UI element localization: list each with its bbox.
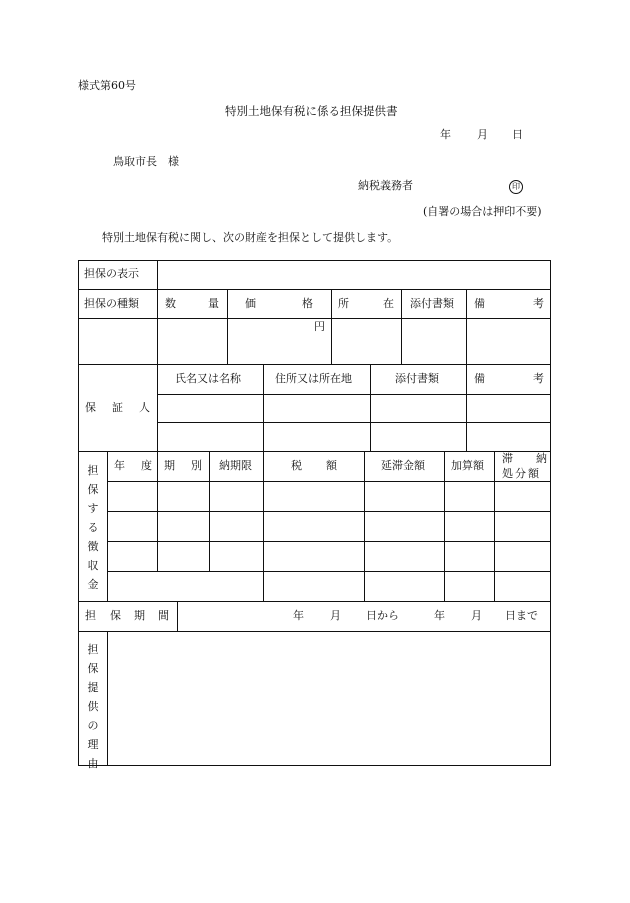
secured-money-label: 担保する徴収金 xyxy=(87,464,99,591)
guarantor-name-header: 氏名又は名称 xyxy=(175,372,241,385)
intro-text: 特別土地保有税に関し、次の財産を担保として提供します。 xyxy=(102,231,399,244)
reason-label: 担保提供の理由 xyxy=(87,643,99,770)
collateral-type-header: 担保の種類 xyxy=(84,297,139,310)
taxpayer-label: 納税義務者 xyxy=(358,179,413,192)
seal-icon: 印 xyxy=(509,180,523,194)
attachments-header: 添付書類 xyxy=(410,297,454,310)
form-number: 様式第60号 xyxy=(78,79,136,92)
date-month: 月 xyxy=(477,128,488,141)
collateral-display-label: 担保の表示 xyxy=(84,267,139,280)
date-year: 年 xyxy=(440,128,451,141)
form-title: 特別土地保有税に係る担保提供書 xyxy=(225,104,398,118)
guarantor-address-header: 住所又は所在地 xyxy=(275,372,352,385)
addressee: 鳥取市長 様 xyxy=(113,155,179,168)
yen-unit: 円 xyxy=(314,320,325,333)
guarantor-attachments-header: 添付書類 xyxy=(395,372,439,385)
seal-note: (自署の場合は押印不要) xyxy=(423,205,542,218)
deadline-header: 納期限 xyxy=(219,459,252,472)
additional-amount-header: 加算額 xyxy=(451,459,484,472)
date-day: 日 xyxy=(512,128,523,141)
late-fee-header: 延滞金額 xyxy=(381,459,425,472)
